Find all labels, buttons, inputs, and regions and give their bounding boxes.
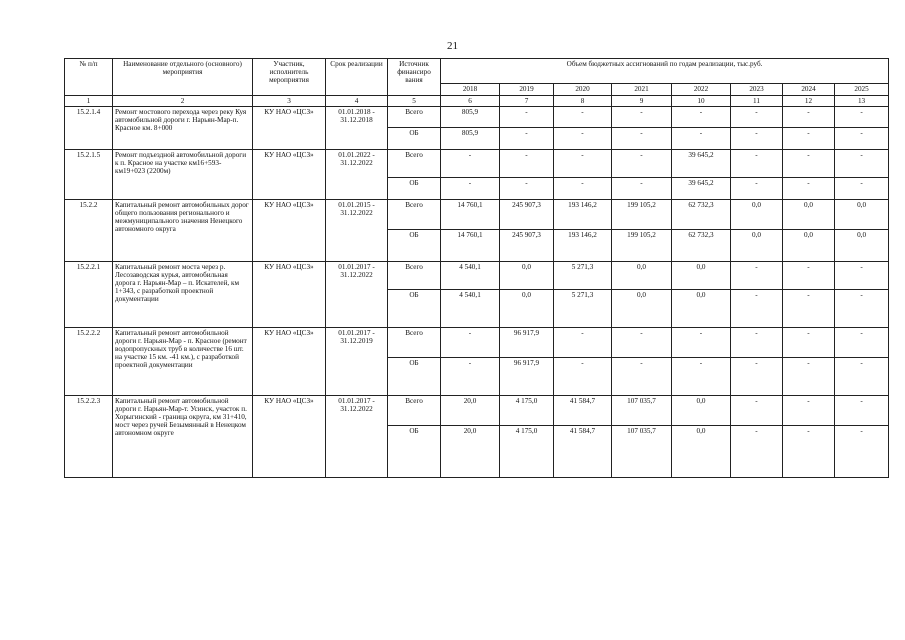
row-executor: КУ НАО «ЦСЗ» [253, 328, 326, 396]
row-name: Ремонт мостового перехода через реку Куя автомобильной дороги г. Нарьян-Мар-п. Красное км. 8+000 [113, 107, 253, 150]
header-year-2018: 2018 [441, 84, 500, 96]
column-number: 8 [554, 96, 612, 107]
row-value-2023: - [731, 107, 783, 128]
row-value-2018: - [441, 178, 500, 200]
row-value-2023: 0,0 [731, 230, 783, 262]
row-value-2025: - [835, 358, 889, 396]
row-value-2024: - [783, 107, 835, 128]
row-value-2019: - [500, 178, 554, 200]
header-year-2020: 2020 [554, 84, 612, 96]
row-value-2024: - [783, 328, 835, 358]
header-source: Источник финансиро вания [388, 59, 441, 96]
row-value-2021: 0,0 [612, 262, 672, 290]
row-source: ОБ [388, 230, 441, 262]
row-value-2018: - [441, 150, 500, 178]
row-value-2022: 0,0 [672, 426, 731, 478]
row-value-2021: - [612, 328, 672, 358]
row-value-2020: - [554, 328, 612, 358]
row-value-2018: 14 760,1 [441, 230, 500, 262]
row-value-2018: 20,0 [441, 426, 500, 478]
row-value-2024: - [783, 396, 835, 426]
row-source: ОБ [388, 178, 441, 200]
row-value-2025: - [835, 328, 889, 358]
column-number: 7 [500, 96, 554, 107]
header-year-2023: 2023 [731, 84, 783, 96]
row-value-2025: - [835, 178, 889, 200]
row-value-2025: - [835, 396, 889, 426]
table-row [65, 328, 889, 358]
row-executor: КУ НАО «ЦСЗ» [253, 396, 326, 478]
row-number: 15.2.1.5 [65, 150, 113, 200]
row-value-2023: - [731, 358, 783, 396]
row-value-2022: 62 732,3 [672, 200, 731, 230]
row-value-2022: - [672, 107, 731, 128]
column-number: 9 [612, 96, 672, 107]
row-value-2020: - [554, 178, 612, 200]
row-value-2025: - [835, 426, 889, 478]
row-value-2018: 14 760,1 [441, 200, 500, 230]
row-value-2022: - [672, 128, 731, 150]
row-value-2025: - [835, 128, 889, 150]
row-value-2021: - [612, 150, 672, 178]
row-value-2025: - [835, 150, 889, 178]
row-executor: КУ НАО «ЦСЗ» [253, 262, 326, 328]
row-value-2018: 4 540,1 [441, 290, 500, 328]
row-name: Капитальный ремонт автомобильной дороги г. Нарьян-Мар-т. Усинск, участок п. Хорыгинский - граница округа, км 31+410, мост через ручей Безымянный в Ненецком автономном округе [113, 396, 253, 478]
row-value-2021: 199 105,2 [612, 230, 672, 262]
row-value-2024: - [783, 358, 835, 396]
table-row [65, 396, 889, 426]
row-value-2024: - [783, 262, 835, 290]
row-term: 01.01.2017 - 31.12.2022 [326, 262, 388, 328]
row-executor: КУ НАО «ЦСЗ» [253, 200, 326, 262]
row-value-2020: 41 584,7 [554, 426, 612, 478]
row-source: ОБ [388, 128, 441, 150]
row-value-2021: - [612, 107, 672, 128]
header-year-2022: 2022 [672, 84, 731, 96]
row-number: 15.2.2.2 [65, 328, 113, 396]
row-value-2018: - [441, 328, 500, 358]
row-number: 15.2.2.1 [65, 262, 113, 328]
row-value-2022: 0,0 [672, 290, 731, 328]
budget-table [64, 58, 889, 478]
row-value-2020: 5 271,3 [554, 262, 612, 290]
row-value-2024: 0,0 [783, 230, 835, 262]
row-executor: КУ НАО «ЦСЗ» [253, 150, 326, 200]
table-body [65, 107, 889, 478]
row-value-2025: 0,0 [835, 200, 889, 230]
row-value-2019: 4 175,0 [500, 426, 554, 478]
column-number: 5 [388, 96, 441, 107]
row-value-2019: - [500, 150, 554, 178]
header-year-2019: 2019 [500, 84, 554, 96]
column-numbers-row [65, 96, 889, 107]
row-value-2020: 193 146,2 [554, 230, 612, 262]
table-row [65, 107, 889, 128]
row-value-2021: 199 105,2 [612, 200, 672, 230]
row-value-2022: 62 732,3 [672, 230, 731, 262]
header-year-2025: 2025 [835, 84, 889, 96]
row-value-2021: - [612, 358, 672, 396]
row-value-2020: - [554, 358, 612, 396]
row-value-2025: - [835, 262, 889, 290]
row-value-2022: 0,0 [672, 262, 731, 290]
column-number: 2 [113, 96, 253, 107]
table-row [65, 150, 889, 178]
row-value-2020: - [554, 128, 612, 150]
row-value-2019: 96 917,9 [500, 328, 554, 358]
page-number: 21 [447, 40, 458, 52]
column-number: 13 [835, 96, 889, 107]
row-value-2023: - [731, 128, 783, 150]
table-row [65, 200, 889, 230]
header-year-2024: 2024 [783, 84, 835, 96]
row-value-2025: - [835, 107, 889, 128]
row-value-2020: 41 584,7 [554, 396, 612, 426]
row-source: Всего [388, 107, 441, 128]
row-source: Всего [388, 150, 441, 178]
row-term: 01.01.2015 - 31.12.2022 [326, 200, 388, 262]
row-value-2020: 5 271,3 [554, 290, 612, 328]
table-row [65, 262, 889, 290]
row-value-2020: - [554, 107, 612, 128]
row-number: 15.2.2.3 [65, 396, 113, 478]
column-number: 3 [253, 96, 326, 107]
row-value-2021: - [612, 178, 672, 200]
row-value-2023: - [731, 262, 783, 290]
row-value-2023: - [731, 328, 783, 358]
row-value-2023: - [731, 396, 783, 426]
row-source: ОБ [388, 290, 441, 328]
column-number: 1 [65, 96, 113, 107]
column-number: 6 [441, 96, 500, 107]
row-term: 01.01.2022 - 31.12.2022 [326, 150, 388, 200]
header-executor: Участник, исполнитель мероприятия [253, 59, 326, 96]
row-value-2018: 805,9 [441, 107, 500, 128]
row-source: Всего [388, 262, 441, 290]
row-value-2019: - [500, 128, 554, 150]
row-value-2024: - [783, 290, 835, 328]
row-term: 01.01.2018 - 31.12.2018 [326, 107, 388, 150]
row-name: Капитальный ремонт автомобильной дороги г. Нарьян-Мар - п. Красное (ремонт водопропускных труб в количестве 16 шт. на участке 15 км. -41 км.), с разработкой проектной документации [113, 328, 253, 396]
header-volume: Объем бюджетных ассигнований по годам реализации, тыс.руб. [441, 59, 889, 84]
row-value-2022: 39 645,2 [672, 178, 731, 200]
row-number: 15.2.2 [65, 200, 113, 262]
row-value-2021: 107 035,7 [612, 396, 672, 426]
row-value-2018: 20,0 [441, 396, 500, 426]
row-value-2019: 4 175,0 [500, 396, 554, 426]
row-source: Всего [388, 328, 441, 358]
row-term: 01.01.2017 - 31.12.2019 [326, 328, 388, 396]
row-executor: КУ НАО «ЦСЗ» [253, 107, 326, 150]
header-name: Наименование отдельного (основного) мероприятия [113, 59, 253, 96]
row-value-2024: - [783, 178, 835, 200]
row-value-2023: - [731, 290, 783, 328]
column-number: 11 [731, 96, 783, 107]
row-source: ОБ [388, 426, 441, 478]
row-value-2021: 0,0 [612, 290, 672, 328]
row-value-2020: - [554, 150, 612, 178]
row-value-2024: 0,0 [783, 200, 835, 230]
row-number: 15.2.1.4 [65, 107, 113, 150]
row-value-2019: 0,0 [500, 262, 554, 290]
row-value-2019: 245 907,3 [500, 200, 554, 230]
row-name: Ремонт подъездной автомобильной дороги к п. Красное на участке км16+593-км19+023 (2200м) [113, 150, 253, 200]
row-value-2021: 107 035,7 [612, 426, 672, 478]
row-name: Капитальный ремонт автомобильных дорог общего пользования регионального и межмуниципального значения Ненецкого автономного округа [113, 200, 253, 262]
row-value-2023: - [731, 178, 783, 200]
row-value-2018: 4 540,1 [441, 262, 500, 290]
row-value-2024: - [783, 150, 835, 178]
row-value-2023: - [731, 426, 783, 478]
row-value-2025: - [835, 290, 889, 328]
header-row [65, 59, 889, 84]
row-value-2018: - [441, 358, 500, 396]
row-term: 01.01.2017 - 31.12.2022 [326, 396, 388, 478]
row-source: Всего [388, 200, 441, 230]
row-value-2024: - [783, 128, 835, 150]
header-num: № п/п [65, 59, 113, 96]
row-value-2018: 805,9 [441, 128, 500, 150]
row-value-2023: - [731, 150, 783, 178]
column-number: 12 [783, 96, 835, 107]
row-value-2022: 39 645,2 [672, 150, 731, 178]
row-value-2021: - [612, 128, 672, 150]
row-name: Капитальный ремонт моста через р. Лесозаводская курья, автомобильная дорога г. Нарьян-Мар – п. Искателей, км 1+343, с разработкой проектной документации [113, 262, 253, 328]
column-number: 10 [672, 96, 731, 107]
row-value-2022: - [672, 328, 731, 358]
row-value-2024: - [783, 426, 835, 478]
row-value-2023: 0,0 [731, 200, 783, 230]
header-term: Срок реализации [326, 59, 388, 96]
row-value-2025: 0,0 [835, 230, 889, 262]
header-year-2021: 2021 [612, 84, 672, 96]
row-value-2019: 245 907,3 [500, 230, 554, 262]
row-value-2020: 193 146,2 [554, 200, 612, 230]
row-value-2019: 0,0 [500, 290, 554, 328]
row-value-2022: 0,0 [672, 396, 731, 426]
row-source: ОБ [388, 358, 441, 396]
row-value-2022: - [672, 358, 731, 396]
row-source: Всего [388, 396, 441, 426]
row-value-2019: 96 917,9 [500, 358, 554, 396]
column-number: 4 [326, 96, 388, 107]
row-value-2019: - [500, 107, 554, 128]
